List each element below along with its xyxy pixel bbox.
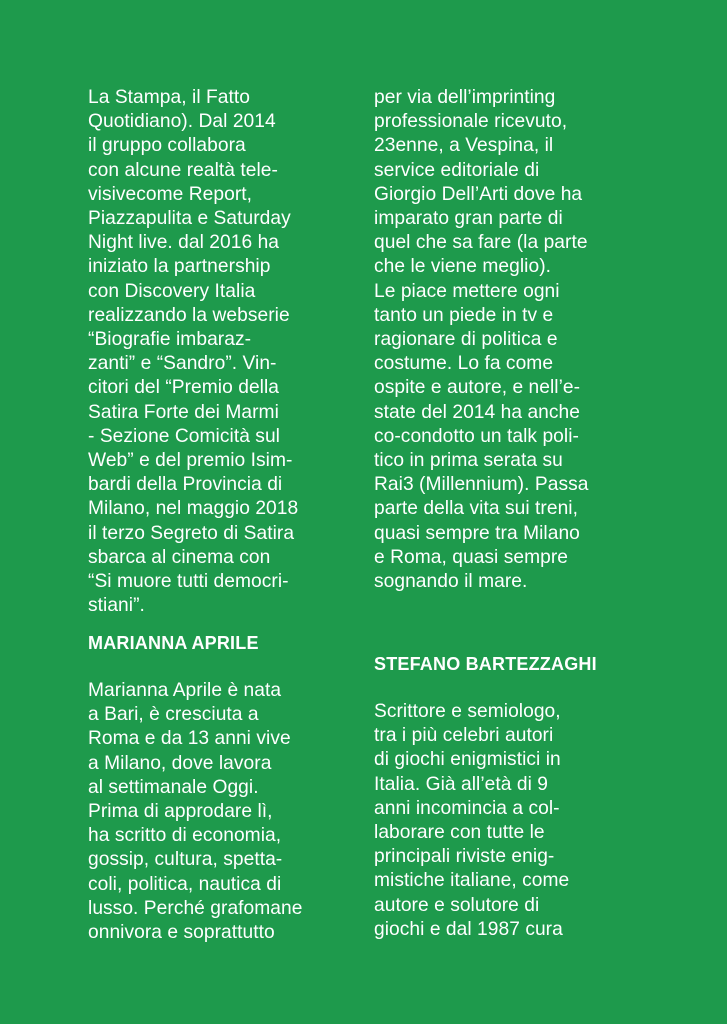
left-continuation-text: La Stampa, il Fatto Quotidiano). Dal 2014 il gruppo collabora con alcune realtà tele- visivecome Report, Piazzapulita e Saturday Night live. dal 2016 ha iniziato la partnership con Discovery Italia realizzando la webserie “Biografie imbaraz- zanti” e “Sandro”. Vin- citori del “Premio della Satira Forte dei Marmi - Sezione Comicità sul Web” e del premio Isim- bardi della Provincia di Milano, nel maggio 2018 il terzo Segreto di Satira sbarca al cinema con “Si muore tutti democri- stiani”. [88, 87, 299, 617]
section-heading-marianna-aprile: MARIANNA APRILE [88, 633, 259, 653]
stefano-bartezzaghi-bio: Scrittore e semiologo, tra i più celebri autori di giochi enigmistici in Italia. Già all’età di 9 anni incomincia a col- laborare con tutte le principali riviste enig- mistiche italiane, come autore e solutore di giochi e dal 1987 cura [374, 701, 570, 940]
section-heading-stefano-bartezzaghi: STEFANO BARTEZZAGHI [374, 654, 597, 674]
marianna-aprile-bio: Marianna Aprile è nata a Bari, è cresciuta a Roma e da 13 anni vive a Milano, dove lavora al settimanale Oggi. Prima di approdare lì, ha scritto di economia, gossip, cultura, spetta- coli, politica, nautica di lusso. Perché grafomane onnivora e soprattutto [88, 680, 303, 944]
right-continuation-text: per via dell’imprinting professionale ricevuto, 23enne, a Vespina, il service editoriale di Giorgio Dell’Arti dove ha imparato gran parte di quel che sa fare (la parte che le viene meglio). Le piace mettere ogni tanto un piede in tv e ragionare di politica e costume. Lo fa come ospite e autore, e nell’e- state del 2014 ha anche co-condotto un talk poli- tico in prima serata su Rai3 (Millennium). Passa parte della vita sui treni, quasi sempre tra Milano e Roma, quasi sempre sognando il mare. [374, 87, 589, 593]
